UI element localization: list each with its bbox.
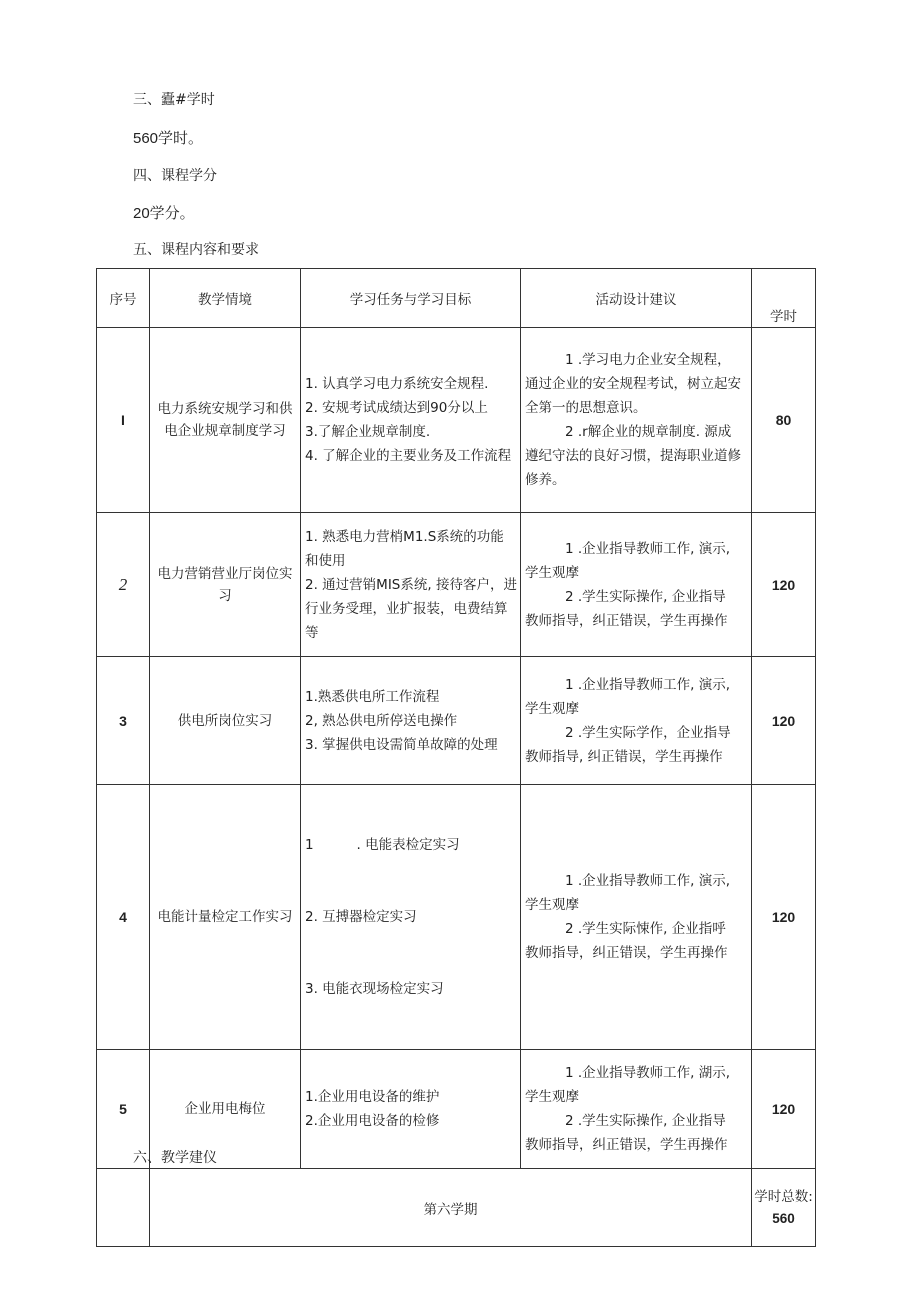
row-activities	[521, 1050, 752, 1169]
activity-item: 学生观摩	[525, 700, 579, 717]
table-header-row	[97, 269, 816, 328]
total-value: 560	[772, 1210, 795, 1226]
section-3-value: 560学时。	[133, 130, 204, 147]
task-item: 2. 安规考试成绩达到90分以上	[305, 400, 488, 416]
activity-item: 1 .企业指导教师工作, 演示,	[565, 540, 731, 557]
header-activities: 活动设计建议	[521, 269, 752, 328]
activity-item: 遵纪守法的良好习惯，提海职业道修修养。	[525, 448, 741, 488]
task-item: 4. 了解企业的主要业务及工作流程	[305, 448, 512, 464]
footer-empty-cell	[97, 1169, 150, 1247]
row-no-text: 2	[118, 574, 128, 594]
row-hours: 120	[752, 657, 816, 785]
activity-item: 1 .学习电力企业安全规程，	[565, 352, 731, 368]
header-no: 序号	[97, 269, 150, 328]
row-activities	[521, 513, 752, 657]
activity-item: 2 .学生实际操作, 企业指导	[565, 1113, 726, 1129]
section-4-title: 四、课程学分	[133, 168, 217, 184]
task-item: 2. 互搏器检定实习	[305, 909, 417, 925]
row-tasks	[301, 785, 521, 1050]
task-item: 2.企业用电设备的检修	[305, 1113, 440, 1129]
activity-item: 教师指导，纠正错误，学生再操作	[525, 945, 728, 961]
header-tasks: 学习任务与学习目标	[301, 269, 521, 328]
task-item: 1 . 电能表检定实习	[305, 837, 460, 853]
row-no: 4	[97, 785, 150, 1050]
row-tasks	[301, 513, 521, 657]
row-situation: 企业用电梅位	[150, 1050, 301, 1169]
row-tasks	[301, 657, 521, 785]
row-situation: 供电所岗位实习	[150, 657, 301, 785]
total-label: 学时总数:	[754, 1188, 813, 1205]
row-no: 5	[97, 1050, 150, 1169]
footer-semester: 第六学期	[150, 1169, 752, 1247]
row-hours: 120	[752, 513, 816, 657]
task-item: 2, 熟怂供电所停送电操作	[305, 712, 458, 729]
task-item: 3. 电能衣现场检定实习	[305, 981, 444, 997]
course-content-table	[96, 268, 816, 1247]
activity-item: 学生观摩	[525, 564, 579, 581]
section-6-title: 六、教学建仪	[133, 1150, 217, 1166]
task-item: 1.企业用电设备的维护	[305, 1089, 440, 1105]
footer-total	[752, 1169, 816, 1247]
table-row	[97, 657, 816, 785]
row-activities	[521, 328, 752, 513]
section-4-value: 20学分。	[133, 205, 195, 222]
activity-item: 2 .r解企业的规章制度. 源成	[565, 424, 732, 440]
row-activities	[521, 785, 752, 1050]
task-item: 3.了解企业规章制度.	[305, 424, 431, 440]
section-5-title: 五、课程内容和要求	[133, 242, 259, 258]
activity-item: 1 .企业指导教师工作, 湖示,	[565, 1065, 731, 1081]
activity-item: 2 .学生实际学作，企业指导	[565, 724, 731, 741]
table-row	[97, 513, 816, 657]
task-item: 1. 认真学习电力系统安全规程.	[305, 376, 489, 392]
row-hours: 120	[752, 785, 816, 1050]
task-item: 1. 熟悉电力营梢M1.S系统的功能和使用	[305, 528, 504, 569]
task-item: 2. 通过营销MIS系统, 接待客户，进行业务受理，业扩报装，电费结算等	[305, 576, 517, 641]
header-hours: 学时	[752, 269, 816, 328]
activity-item: 学生观摩	[525, 1089, 579, 1105]
activity-item: 通过企业的安全规程考试，树立起安全第一的思想意识。	[525, 376, 741, 416]
header-situation: 教学情境	[150, 269, 301, 328]
row-situation: 电力营销营业厅岗位实习	[150, 513, 301, 657]
activity-item: 1 .企业指导教师工作, 演示,	[565, 873, 731, 889]
row-situation: 电能计量检定工作实习	[150, 785, 301, 1050]
activity-item: 教师指导，纠正错误，学生再操作	[525, 612, 728, 629]
table-footer-row	[97, 1169, 816, 1247]
activity-item: 教师指导, 纠正错误，学生再操作	[525, 748, 723, 765]
row-tasks	[301, 328, 521, 513]
row-hours: 80	[752, 328, 816, 513]
table-row	[97, 785, 816, 1050]
task-item: 1.熟悉供电所工作流程	[305, 688, 440, 705]
row-activities	[521, 657, 752, 785]
row-no	[97, 513, 150, 657]
table-row	[97, 328, 816, 513]
section-3-title: 三、蠹#学时	[133, 92, 215, 108]
activity-item: 教师指导，纠正错误，学生再操作	[525, 1137, 728, 1153]
row-hours: 120	[752, 1050, 816, 1169]
activity-item: 学生观摩	[525, 897, 579, 913]
row-tasks	[301, 1050, 521, 1169]
row-no: I	[97, 328, 150, 513]
row-no: 3	[97, 657, 150, 785]
activity-item: 1 .企业指导教师工作, 演示,	[565, 676, 731, 693]
activity-item: 2 .学生实际悚作, 企业指呼	[565, 921, 726, 937]
task-item: 3. 掌握供电设需简单故障的处理	[305, 736, 498, 753]
row-situation: 电力系统安规学习和供电企业规章制度学习	[150, 328, 301, 513]
activity-item: 2 .学生实际操作, 企业指导	[565, 588, 726, 605]
